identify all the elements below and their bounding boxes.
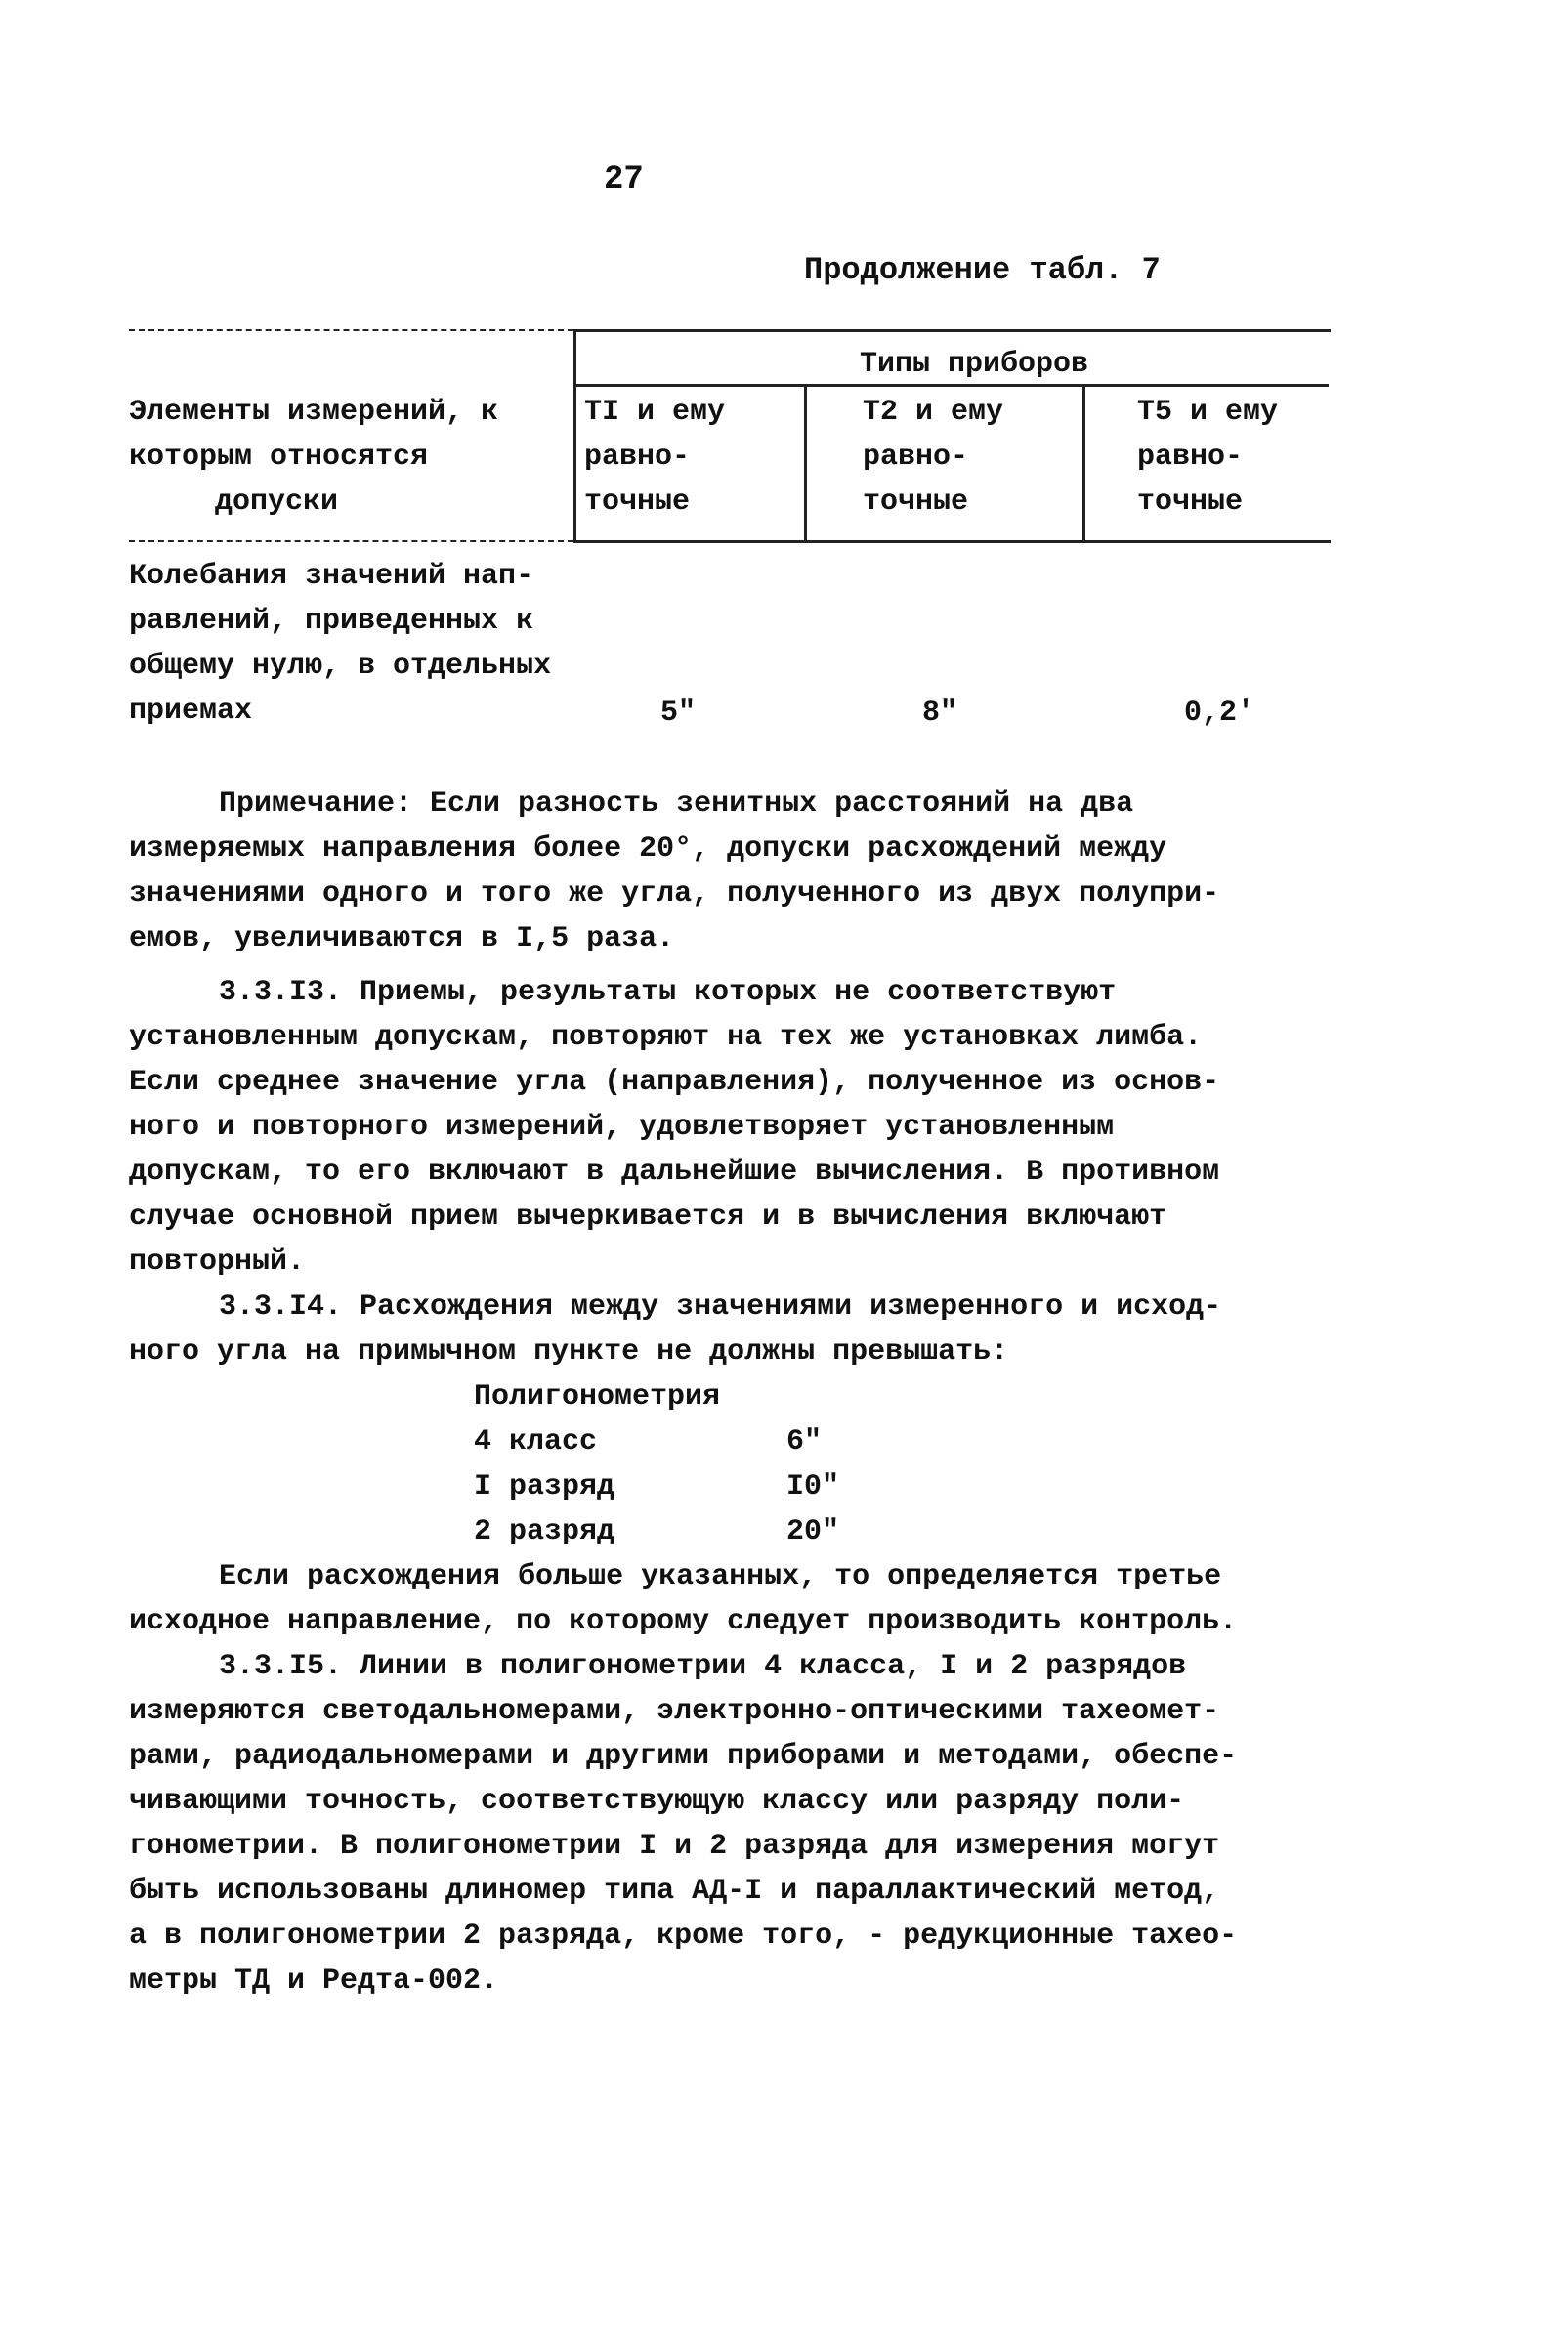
table-group-header: Типы приборов <box>860 348 1089 381</box>
column-header-t2-line-3: точные <box>863 486 969 519</box>
table-row-label-line-1: Колебания значений нап- <box>129 560 534 593</box>
paragraph-3313-line-7: повторный. <box>129 1246 306 1279</box>
paragraph-3313-line-2: установленным допускам, повторяют на тех же установках лимба. <box>129 1021 1203 1054</box>
table-continuation-label: Продолжение табл. 7 <box>804 252 1161 288</box>
note-line-4: емов, увеличиваются в I,5 раза. <box>129 922 675 955</box>
note-line-2: измеряемых направления более 20°, допуски расхождений между <box>129 832 1167 866</box>
polygonometry-grade-1-label: I разряд <box>474 1470 615 1503</box>
paragraph-3315-line-4: чивающими точность, соответствующую классу или разряду поли- <box>129 1785 1185 1818</box>
header-bottom-rule-dashed <box>129 540 573 542</box>
table-top-rule <box>573 329 1331 332</box>
column-header-t2-line-1: T2 и ему <box>863 396 1004 429</box>
polygonometry-class-4-label: 4 класс <box>474 1425 598 1458</box>
paragraph-3313-line-5: допускам, то его включают в дальнейшие вычисления. В противном <box>129 1156 1220 1189</box>
table-value-t1: 5" <box>660 697 697 730</box>
page-number: 27 <box>604 161 644 198</box>
paragraph-3315-line-8: метры ТД и Редта-002. <box>129 1965 499 1998</box>
row-header-line-1: Элементы измерений, к <box>129 396 499 429</box>
column-header-t1-line-3: точные <box>584 486 691 519</box>
note-line-1: Примечание: Если разность зенитных расстояний на два <box>219 787 1134 821</box>
paragraph-3313-line-3: Если среднее значение угла (направления), полученное из основ- <box>129 1066 1220 1099</box>
column-header-t5-line-1: T5 и ему <box>1137 396 1279 429</box>
table-row-label-line-3: общему нулю, в отдельных <box>129 650 552 683</box>
polygonometry-title: Полигонометрия <box>474 1380 721 1414</box>
paragraph-after-list-line-2: исходное направление, по которому следует производить контроль. <box>129 1605 1238 1638</box>
paragraph-3315-line-1: 3.3.I5. Линии в полигонометрии 4 класса, I и 2 разрядов <box>219 1650 1187 1683</box>
table-row-label-line-2: равлений, приведенных к <box>129 605 534 638</box>
paragraph-3313-line-1: 3.3.I3. Приемы, результаты которых не соответствуют <box>219 976 1117 1009</box>
paragraph-3315-line-7: а в полигонометрии 2 разряда, кроме того, - редукционные тахео- <box>129 1920 1238 1953</box>
column-divider <box>1082 384 1085 542</box>
note-line-3: значениями одного и того же угла, полученного из двух полупри- <box>129 877 1220 910</box>
polygonometry-class-4-value: 6" <box>786 1425 823 1458</box>
paragraph-3314-line-2: ного угла на примычном пункте не должны превышать: <box>129 1335 1009 1369</box>
column-divider <box>804 384 807 542</box>
paragraph-3313-line-4: ного и повторного измерений, удовлетворяет установленным <box>129 1111 1115 1144</box>
paragraph-3315-line-6: быть использованы длиномер типа АД-I и параллактический метод, <box>129 1875 1220 1908</box>
table-row-label-line-4: приемах <box>129 695 253 728</box>
paragraph-3314-line-1: 3.3.I4. Расхождения между значениями измеренного и исход- <box>219 1290 1222 1324</box>
table-top-rule-dashed <box>129 329 573 331</box>
table-value-t2: 8" <box>922 697 958 730</box>
row-header-line-3: допуски <box>215 486 339 519</box>
column-header-t2-line-2: равно- <box>863 441 969 474</box>
column-header-t5-line-2: равно- <box>1137 441 1244 474</box>
paragraph-3315-line-5: гонометрии. В полигонометрии I и 2 разряда для измерения могут <box>129 1830 1220 1863</box>
paragraph-3313-line-6: случае основной прием вычеркивается и в вычисления включают <box>129 1201 1167 1234</box>
polygonometry-grade-2-label: 2 разряд <box>474 1515 615 1548</box>
polygonometry-grade-1-value: I0" <box>786 1470 840 1503</box>
paragraph-3315-line-2: измеряются светодальномерами, электронно-оптическими тахеомет- <box>129 1695 1220 1728</box>
column-header-t1-line-2: равно- <box>584 441 691 474</box>
paragraph-3315-line-3: рами, радиодальномерами и другими приборами и методами, обеспе- <box>129 1740 1238 1773</box>
table-value-t5: 0,2' <box>1184 697 1255 730</box>
polygonometry-grade-2-value: 20" <box>786 1515 840 1548</box>
column-divider <box>573 329 576 542</box>
header-bottom-rule <box>573 540 1331 543</box>
row-header-line-2: которым относятся <box>129 441 429 474</box>
column-header-t1-line-1: TI и ему <box>584 396 726 429</box>
column-header-t5-line-3: точные <box>1137 486 1244 519</box>
paragraph-after-list-line-1: Если расхождения больше указанных, то определяется третье <box>219 1560 1222 1593</box>
